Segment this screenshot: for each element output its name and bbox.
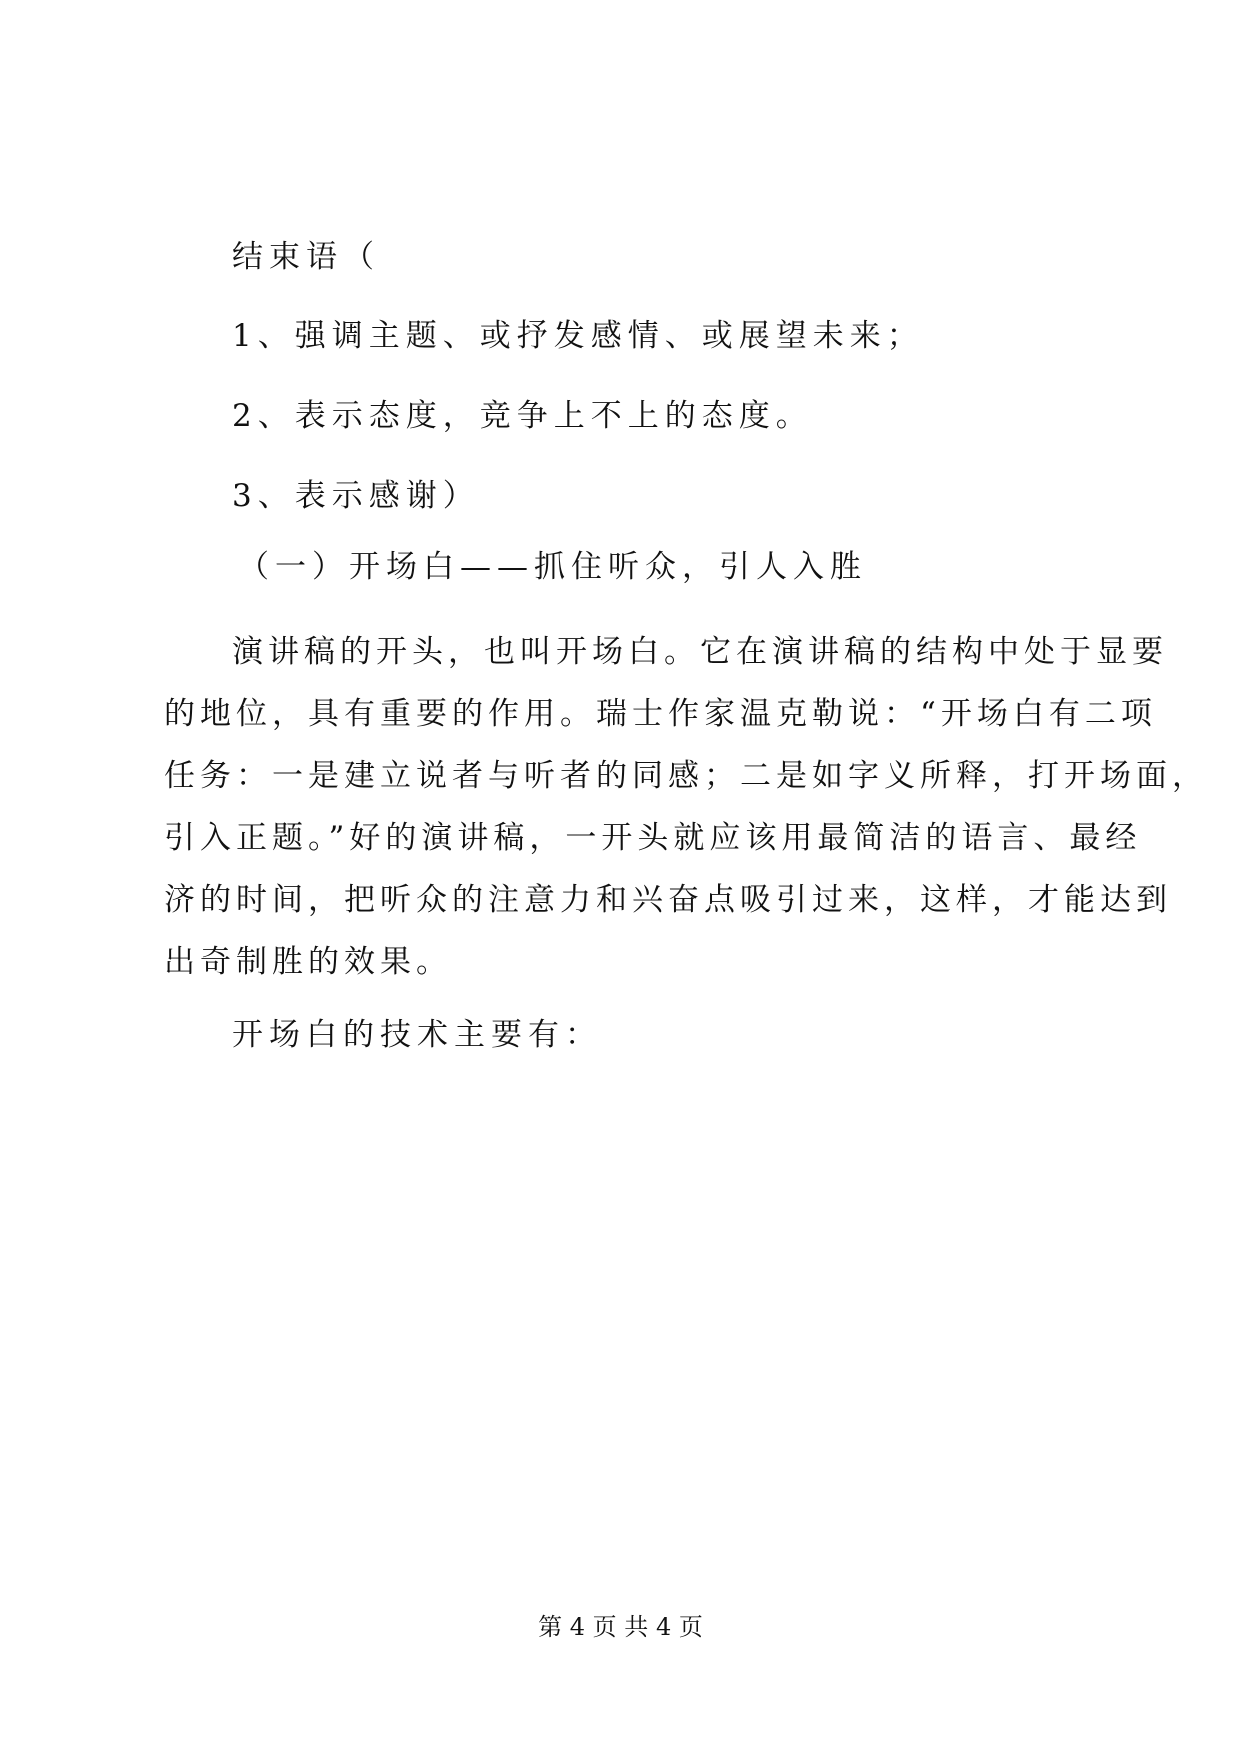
list-item-3: 3、表示感谢）	[232, 478, 480, 514]
heading-conclusion: 结束语（	[232, 239, 380, 275]
paragraph-line: 任务：一是建立说者与听者的同感；二是如字义所释，打开场面，	[164, 758, 1208, 794]
list-item-1: 1、强调主题、或抒发感情、或展望未来；	[232, 318, 924, 354]
paragraph-line: 引入正题。”好的演讲稿，一开头就应该用最简洁的语言、最经	[164, 820, 1142, 856]
section-heading-opening: （一）开场白——抓住听众，引人入胜	[238, 549, 867, 585]
paragraph-line: 的地位，具有重要的作用。瑞士作家温克勒说：“开场白有二项	[164, 696, 1157, 732]
closing-line: 开场白的技术主要有：	[232, 1017, 602, 1053]
paragraph-opening	[164, 621, 1208, 993]
paragraph-line: 出奇制胜的效果。	[164, 944, 452, 980]
list-item-2: 2、表示态度，竞争上不上的态度。	[232, 398, 813, 434]
paragraph-line: 演讲稿的开头，也叫开场白。它在演讲稿的结构中处于显要	[232, 634, 1168, 670]
paragraph-line: 济的时间，把听众的注意力和兴奋点吸引过来，这样，才能达到	[164, 882, 1172, 918]
page-footer: 第 4 页 共 4 页	[538, 1613, 703, 1641]
